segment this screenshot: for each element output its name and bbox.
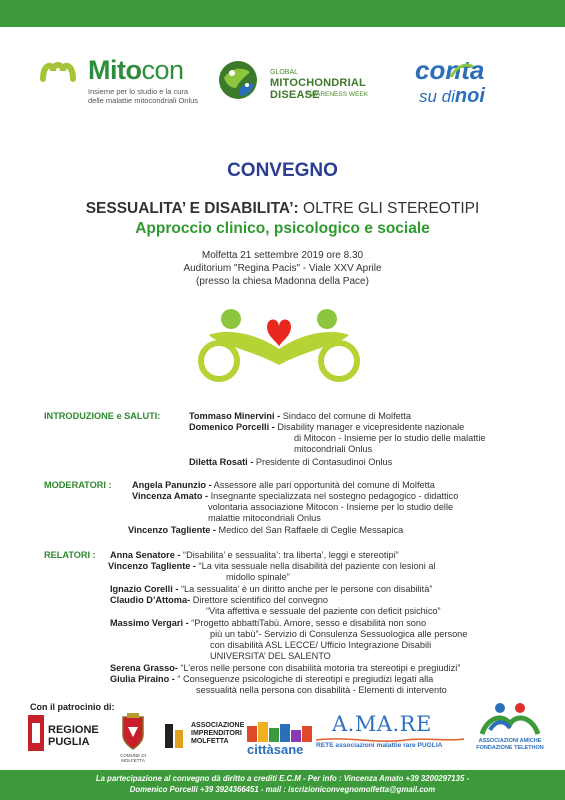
speaker-row: più un tabù”- Servizio di Consulenza Sessuologica alle persone bbox=[210, 629, 468, 639]
intro-row: di Mitocon - Insieme per lo studio delle malattie bbox=[294, 433, 486, 443]
global-line1: GLOBAL bbox=[270, 69, 299, 76]
sudinoi-word: su dinoi bbox=[419, 85, 485, 107]
global-line2: MITOCHONDRIAL DISEASE bbox=[270, 77, 366, 101]
associazione-text: ASSOCIAZIONE IMPRENDITORI MOLFETTA bbox=[191, 722, 245, 745]
mitocon-logo bbox=[40, 55, 200, 125]
speaker-row: Giulia Piraino - “ Conseguenze psicologiche di stereotipi e pregiudizi legati alla bbox=[110, 674, 434, 684]
speaker-row: Massimo Vergari - “Progetto abbattiTabù. Amore, sesso e disabilità non sono bbox=[110, 618, 427, 628]
global-line3: AWARENESS WEEK bbox=[306, 91, 369, 98]
speaker-row: con disabilità ASL LECCE/ Ufficio Integrazione Disabili bbox=[210, 640, 432, 650]
subtitle: SESSUALITA’ E DISABILITA’: OLTRE GLI STEREOTIPI bbox=[85, 200, 480, 217]
intro-section-label: INTRODUZIONE e SALUTI: bbox=[44, 411, 161, 421]
regione-text2: PUGLIA bbox=[48, 736, 90, 748]
telethon-text1: ASSOCIAZIONI AMICHE bbox=[478, 738, 542, 744]
intro-row: Domenico Porcelli - Disability manager e vicepresidente nazionale bbox=[189, 422, 465, 432]
speaker-row: Anna Senatore - “Disabilita’ e sessualita’: tra liberta’, leggi e stereotipi” bbox=[110, 550, 399, 560]
subtitle-secondary: Approccio clinico, psicologico e sociale bbox=[135, 220, 430, 237]
conta-word: conta bbox=[415, 55, 485, 85]
mitocon-name: Mitocon bbox=[88, 55, 184, 85]
regione-shield-icon bbox=[28, 715, 44, 751]
telethon-logo bbox=[470, 700, 550, 760]
telethon-text2: FONDAZIONE TELETHON bbox=[476, 745, 544, 751]
event-note: (presso la chiesa Madonna della Pace) bbox=[196, 276, 369, 287]
comune-caption: COMUNE DI MOLFETTA bbox=[120, 753, 146, 763]
intro-row: Tommaso Minervini - Sindaco del comune di Molfetta bbox=[189, 411, 411, 421]
event-date: Molfetta 21 settembre 2019 ore 8.30 bbox=[201, 250, 364, 261]
footer-line1: La partecipazione al convegno dà diritto a crediti E.C.M - Per info : Vincenza Amato +39 3200297135 - bbox=[95, 774, 470, 783]
mitocon-mark-icon bbox=[40, 57, 82, 83]
globe-icon bbox=[216, 58, 260, 102]
speaker-row: Vincenzo Tagliente - “La vita sessuale nella disabilità del paziente con lesioni al bbox=[108, 561, 436, 571]
amare-subtitle: RETE associazioni malattie rare PUGLIA bbox=[316, 742, 443, 749]
associazione-imprenditori-logo bbox=[163, 720, 245, 760]
moderator-row: Angela Panunzio - Assessore alle pari opportunità del comune di Molfetta bbox=[132, 480, 435, 490]
swoosh-icon bbox=[449, 61, 475, 81]
citta-sane-logo bbox=[247, 720, 315, 762]
intro-row: mitocondriali Onlus bbox=[294, 444, 373, 454]
event-venue: Auditorium "Regina Pacis" - Viale XXV Aprile bbox=[183, 263, 382, 274]
global-mito-logo bbox=[216, 58, 406, 110]
page-title: CONVEGNO bbox=[227, 160, 338, 181]
citta-sane-text: cittàsane bbox=[247, 742, 304, 757]
moderators-section-label: MODERATORI : bbox=[44, 480, 112, 490]
speaker-row: UNIVERSITA’ DEL SALENTO bbox=[210, 651, 331, 661]
regione-text1: REGIONE bbox=[48, 724, 99, 736]
contasudinoi-logo bbox=[415, 55, 525, 115]
mitocon-tagline: Insieme per lo studio e la cura delle malattie mitocondriali Onlus bbox=[88, 87, 199, 105]
moderator-row: malattie mitocondriali Onlus bbox=[208, 513, 321, 523]
building-icon bbox=[163, 720, 187, 750]
moderator-row: volontaria associazione Mitocon - Insieme per lo studio delle bbox=[208, 502, 454, 512]
patronage-label: Con il patrocinio di: bbox=[30, 702, 115, 712]
people-icon bbox=[470, 700, 550, 736]
footer-info bbox=[0, 773, 565, 795]
speaker-row: Serena Grasso- “L’eros nelle persone con disabilità motoria tra stereotipi e pregiudizi” bbox=[110, 663, 461, 673]
amare-logo bbox=[316, 712, 464, 762]
speakers-section-label: RELATORI : bbox=[44, 550, 96, 560]
regione-puglia-logo bbox=[28, 713, 108, 759]
speaker-row: Ignazio Corelli - “La sessualita’ è un diritto anche per le persone con disabilità” bbox=[110, 584, 433, 594]
comune-molfetta-logo bbox=[112, 713, 154, 763]
moderator-row: Vincenzo Tagliente - Medico del San Raffaele di Ceglie Messapica bbox=[128, 525, 404, 535]
speaker-row: sessualità nella persona con disabilità - Elementi di intervento bbox=[196, 685, 447, 695]
city-skyline-icon bbox=[247, 720, 315, 742]
moderator-row: Vincenza Amato - Insegnante specializzata nel sostegno pedagogico - didattico bbox=[132, 491, 459, 501]
speaker-row: midollo spinale” bbox=[226, 572, 290, 582]
footer-line2: Domenico Porcelli +39 3924366451 - mail : iscrizioniconvegnomolfetta@gmail.com bbox=[129, 785, 436, 794]
intro-row: Diletta Rosati - Presidente di Contasudinoi Onlus bbox=[189, 457, 393, 467]
couple-heart-icon bbox=[189, 305, 369, 385]
amare-title: A.MA.RE bbox=[332, 712, 432, 736]
crest-icon bbox=[112, 713, 154, 753]
speaker-row: “Vita affettiva e sessuale del paziente con deficit psichico” bbox=[206, 606, 441, 616]
top-bar bbox=[0, 0, 565, 27]
event-meta bbox=[0, 249, 565, 288]
speaker-row: Claudio D’Attoma- Direttore scientifico del convegno bbox=[110, 595, 329, 605]
